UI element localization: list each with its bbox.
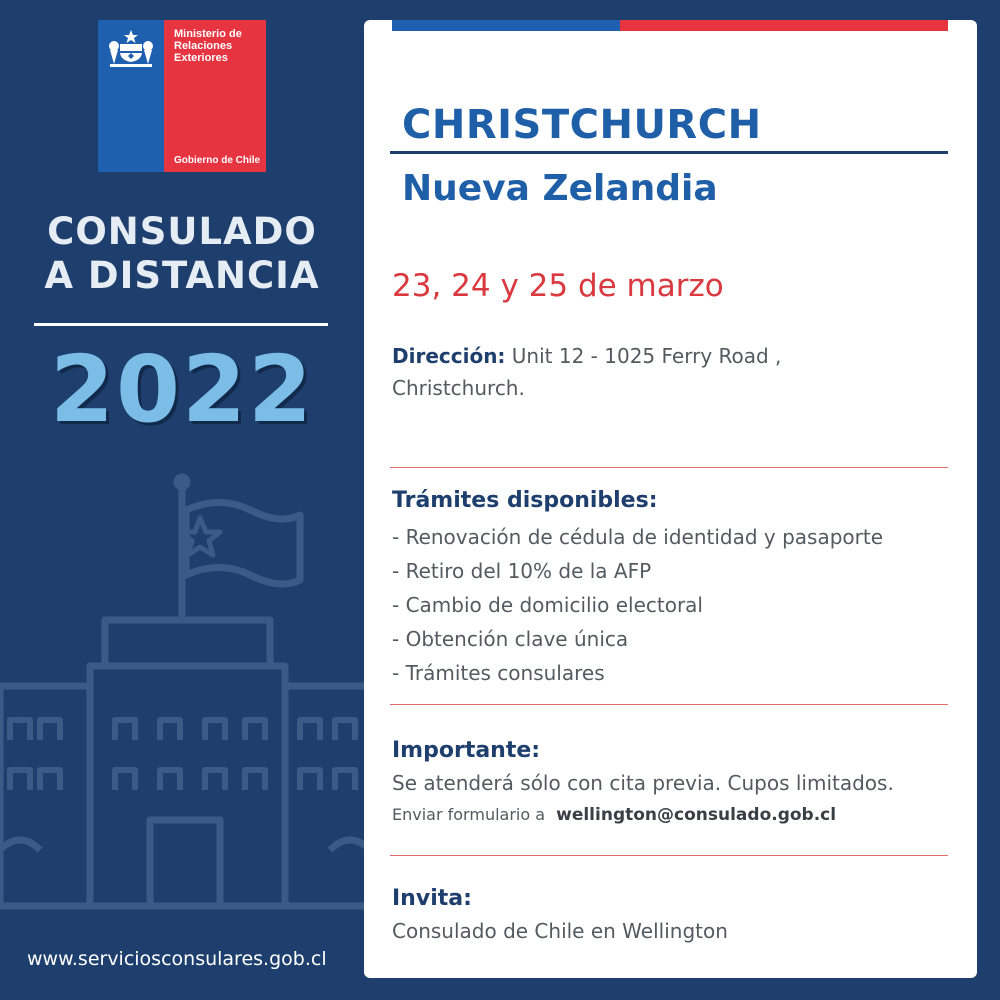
form-prefix: Enviar formulario a bbox=[392, 805, 546, 824]
ministry-logo bbox=[98, 20, 266, 172]
address-label: Dirección: bbox=[392, 344, 506, 368]
address-value: Unit 12 - 1025 Ferry Road , Christchurch. bbox=[392, 344, 782, 400]
city-title: CHRISTCHURCH bbox=[402, 102, 762, 148]
tramites-list bbox=[392, 520, 883, 690]
chile-coat-of-arms-icon bbox=[106, 26, 156, 70]
list-item: - Renovación de cédula de identidad y pasaporte bbox=[392, 525, 884, 549]
logo-blue-panel bbox=[98, 20, 164, 172]
government-name: Gobierno de Chile bbox=[174, 155, 261, 166]
section-divider bbox=[390, 467, 948, 468]
ministry-name: Ministerio de Relaciones Exteriores bbox=[174, 28, 242, 64]
section-divider bbox=[390, 855, 948, 856]
list-item: - Trámites consulares bbox=[392, 661, 605, 685]
section-divider bbox=[390, 704, 948, 705]
tramites-title: Trámites disponibles: bbox=[392, 488, 658, 513]
year: 2022 bbox=[49, 336, 315, 443]
title-line-2: A DISTANCIA bbox=[44, 254, 320, 297]
email-link[interactable]: wellington@consulado.gob.cl bbox=[556, 805, 837, 825]
website-link[interactable]: www.serviciosconsulares.gob.cl bbox=[27, 948, 327, 970]
form-instruction bbox=[392, 805, 836, 825]
city-divider bbox=[390, 151, 948, 154]
country-title: Nueva Zelandia bbox=[402, 168, 718, 209]
poster-title bbox=[34, 210, 330, 298]
flag-stripe-blue bbox=[392, 20, 620, 31]
importante-text: Se atenderá sólo con cita previa. Cupos limitados. bbox=[392, 771, 894, 795]
list-item: - Cambio de domicilio electoral bbox=[392, 593, 703, 617]
list-item: - Retiro del 10% de la AFP bbox=[392, 559, 652, 583]
invita-text: Consulado de Chile en Wellington bbox=[392, 919, 728, 943]
title-divider bbox=[34, 323, 328, 326]
importante-title: Importante: bbox=[392, 738, 541, 763]
event-dates: 23, 24 y 25 de marzo bbox=[392, 268, 724, 304]
list-item: - Obtención clave única bbox=[392, 627, 629, 651]
title-line-1: CONSULADO bbox=[47, 210, 317, 253]
flag-stripe-red bbox=[620, 20, 948, 31]
address bbox=[392, 340, 862, 404]
invita-title: Invita: bbox=[392, 886, 472, 911]
building-illustration bbox=[0, 470, 370, 940]
info-card bbox=[364, 20, 977, 978]
